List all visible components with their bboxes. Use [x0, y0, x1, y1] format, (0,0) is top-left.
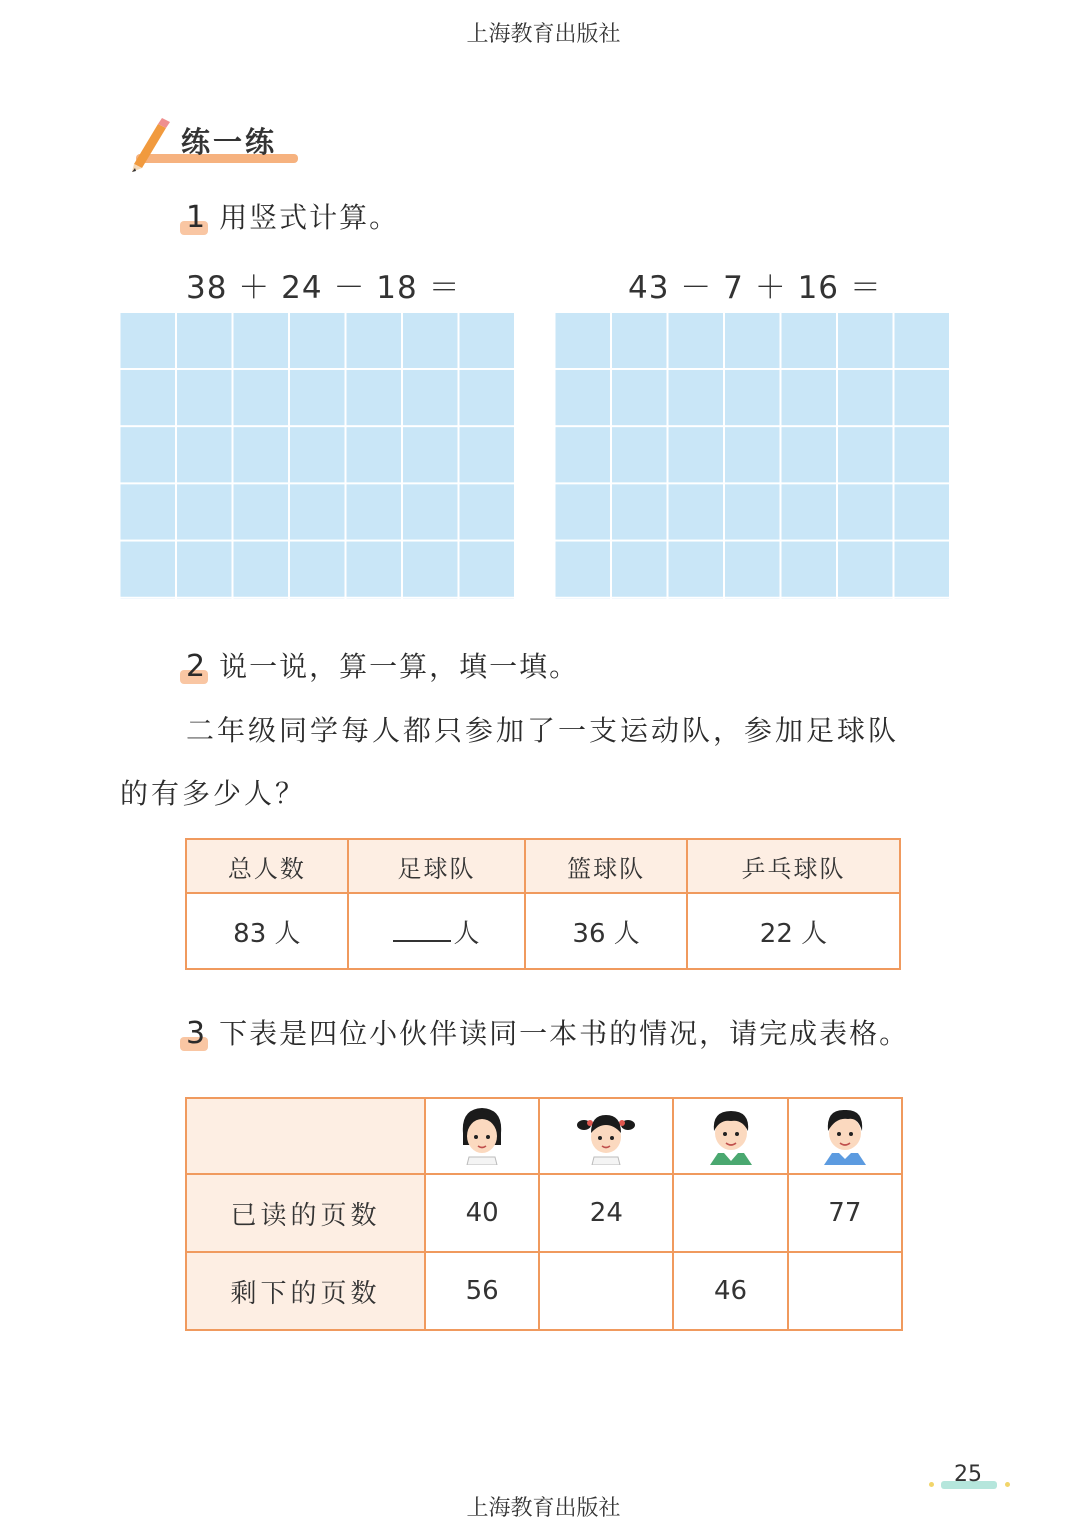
expression-b: 43 － 7 ＋ 16 ＝ [628, 270, 882, 306]
cell-pingpong: 22 人 [687, 893, 900, 969]
table-corner [186, 1098, 425, 1174]
boy-blue-shirt-icon [818, 1103, 872, 1165]
calc-grid-a[interactable] [120, 313, 515, 599]
publisher-header: 上海教育出版社 [466, 22, 621, 47]
header-pingpong: 乒乓球队 [687, 839, 900, 893]
question-3-number: 3 [186, 1016, 208, 1051]
question-1 [186, 196, 399, 236]
girl-short-hair-icon [455, 1103, 509, 1165]
team-table [185, 838, 901, 970]
publisher-footer: 上海教育出版社 [466, 1496, 621, 1521]
question-2-line-2: 的有多少人？ [120, 777, 307, 810]
page-number [935, 1462, 1005, 1492]
avatar-girl-pigtails [539, 1098, 673, 1174]
question-2 [186, 645, 579, 685]
section-title: 练一练 [181, 125, 278, 159]
question-2-number: 2 [186, 649, 208, 684]
pencil-icon [128, 116, 178, 172]
row-label-read: 已读的页数 [186, 1174, 425, 1252]
row-label-remaining: 剩下的页数 [186, 1252, 425, 1330]
question-2-line-1: 二年级同学每人都只参加了一支运动队，参加足球队 [186, 714, 900, 747]
read-cell-3[interactable] [673, 1174, 787, 1252]
reading-table [185, 1097, 903, 1331]
avatar-boy-green-collar [673, 1098, 787, 1174]
page-dot-right [1005, 1482, 1010, 1487]
header-basketball: 篮球队 [525, 839, 687, 893]
read-cell-2: 24 [539, 1174, 673, 1252]
read-cell-1: 40 [425, 1174, 539, 1252]
cell-total: 83 人 [186, 893, 348, 969]
question-2-text: 说一说，算一算，填一填。 [219, 650, 580, 683]
girl-pigtails-icon [574, 1103, 638, 1165]
answer-blank[interactable] [393, 920, 451, 942]
section-header [128, 116, 300, 172]
expression-a: 38 ＋ 24 － 18 ＝ [186, 270, 461, 306]
page-number-text: 25 [954, 1462, 982, 1487]
remaining-cell-4[interactable] [788, 1252, 902, 1330]
remaining-cell-3: 46 [673, 1252, 787, 1330]
header-total: 总人数 [186, 839, 348, 893]
header-football: 足球队 [348, 839, 526, 893]
cell-basketball: 36 人 [525, 893, 687, 969]
remaining-cell-1: 56 [425, 1252, 539, 1330]
cell-football[interactable]: 人 [348, 893, 526, 969]
question-3 [186, 1012, 909, 1052]
calc-grid-b[interactable] [555, 313, 950, 599]
page-dot-left [929, 1482, 934, 1487]
remaining-cell-2[interactable] [539, 1252, 673, 1330]
question-1-number: 1 [186, 200, 208, 235]
avatar-girl-short-hair [425, 1098, 539, 1174]
read-cell-4: 77 [788, 1174, 902, 1252]
question-1-text: 用竖式计算。 [219, 201, 400, 234]
question-3-text: 下表是四位小伙伴读同一本书的情况，请完成表格。 [219, 1017, 910, 1050]
boy-green-collar-icon [704, 1103, 758, 1165]
avatar-boy-blue-shirt [788, 1098, 902, 1174]
